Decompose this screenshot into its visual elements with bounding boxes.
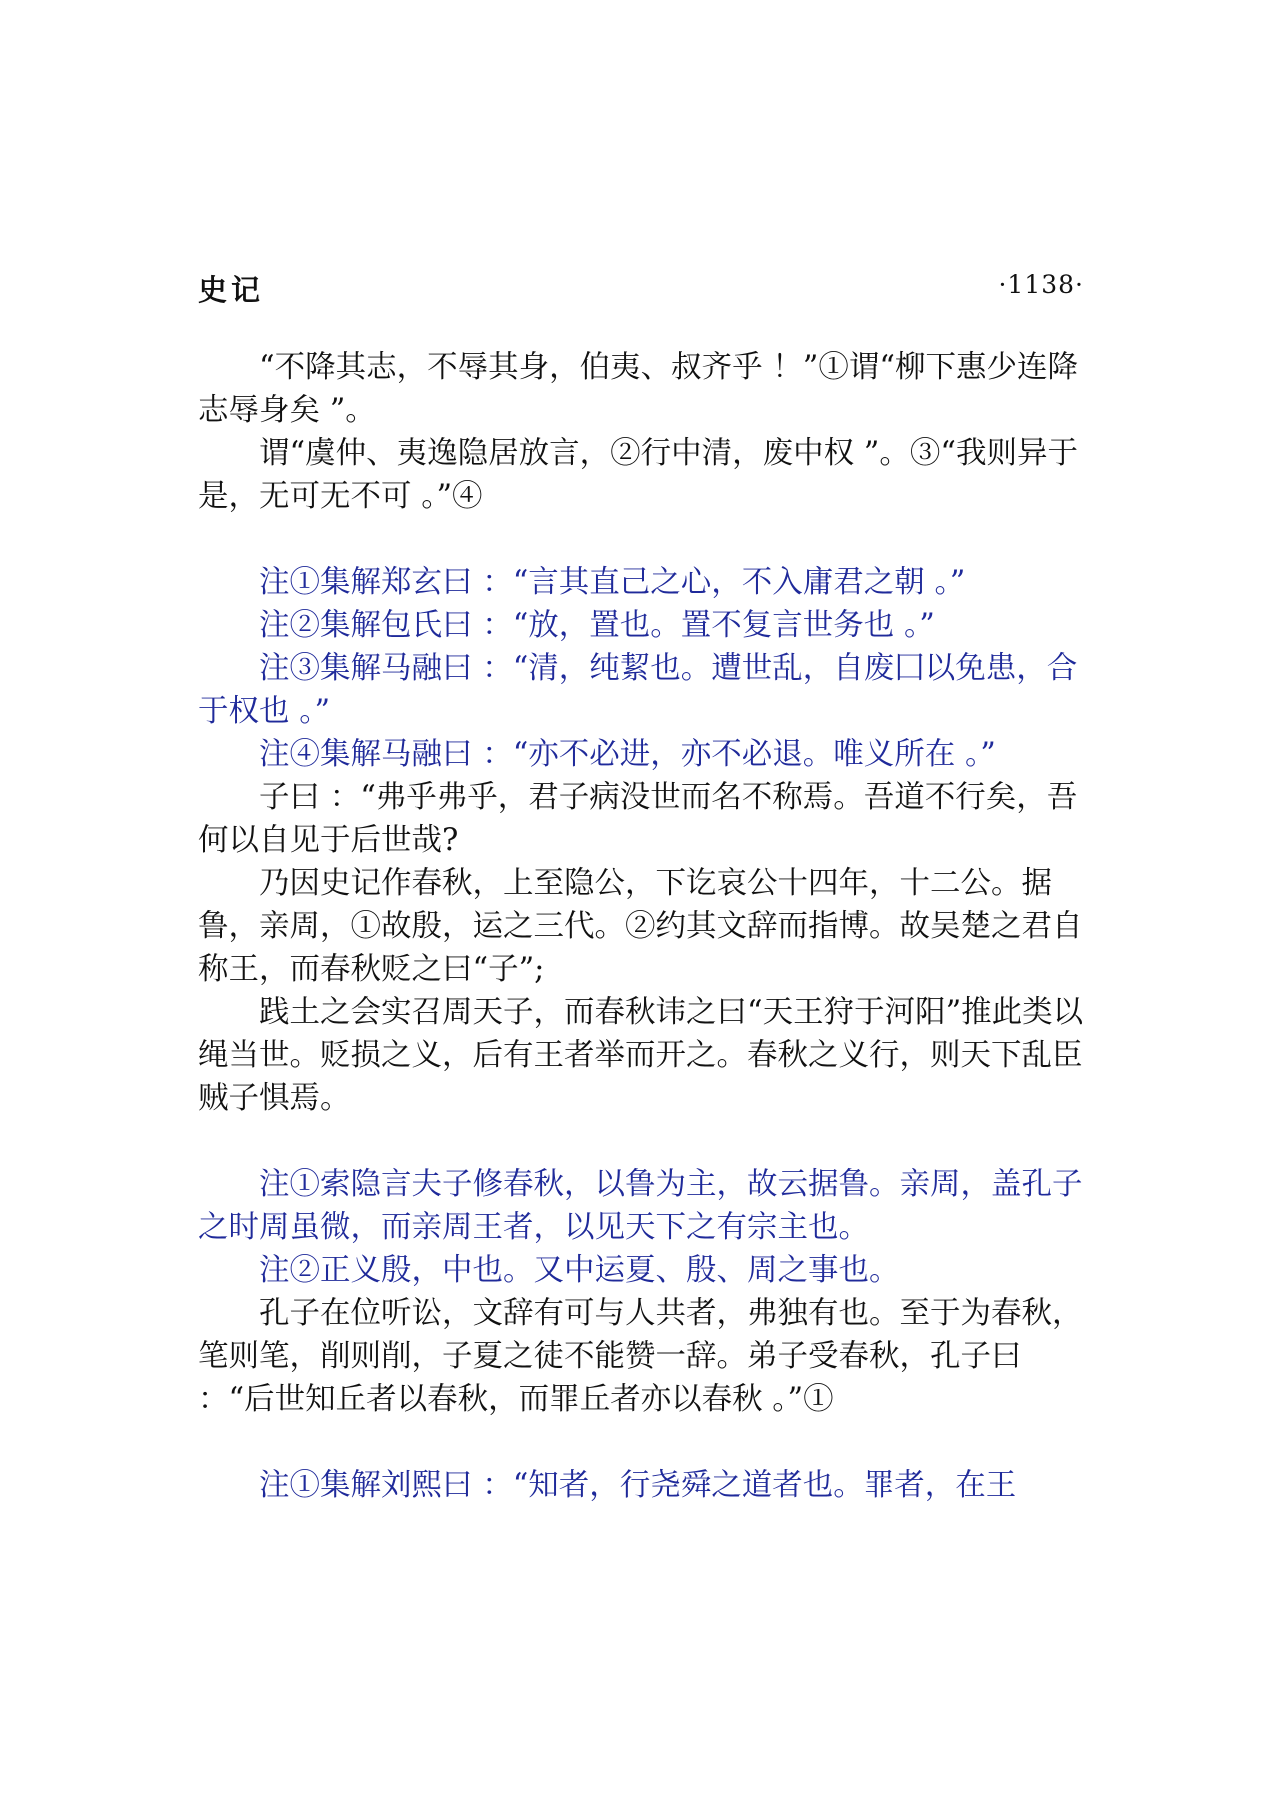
body-paragraph: 谓“虞仲、夷逸隐居放言，②行中清，废中权 ”。③“我则异于是，无可无不可 。”④ <box>198 436 1078 514</box>
page-number: ·1138· <box>998 270 1084 299</box>
annotation-note: 注③集解马融曰 ：“清，纯絜也。遭世乱，自废囗以免患，合于权也 。” <box>198 651 1078 729</box>
annotation-note: 注①集解郑玄曰 ：“言其直己之心，不入庸君之朝 。” <box>259 565 966 600</box>
book-title: 史记 <box>198 273 265 307</box>
page-body <box>198 346 1084 1507</box>
body-paragraph: 乃因史记作春秋，上至隐公，下讫哀公十四年，十二公。据鲁，亲周，①故殷，运之三代。②约其文辞而指博。故吴楚之君自称王，而春秋贬之曰“子”; <box>198 866 1083 987</box>
paragraph-gap <box>198 1120 1084 1163</box>
body-paragraph: 孔子在位听讼，文辞有可与人共者，弗独有也。至于为春秋，笔则笔，削则削，子夏之徒不能赞一辞。弟子受春秋，孔子曰 ：“后世知丘者以春秋，而罪丘者亦以春秋 。”① <box>198 1296 1083 1417</box>
annotation-note: 注④集解马融曰 ：“亦不必进，亦不必退。唯义所在 。” <box>259 737 996 772</box>
body-paragraph: 子曰 ：“弗乎弗乎，君子病没世而名不称焉。吾道不行矣，吾何以自见于后世哉? <box>198 780 1078 858</box>
annotation-note: 注①集解刘熙曰 ：“知者，行尧舜之道者也。罪者，在王 <box>259 1468 1017 1503</box>
paragraph-gap <box>198 1421 1084 1464</box>
body-paragraph: 践土之会实召周天子，而春秋讳之曰“天王狩于河阳”推此类以绳当世。贬损之义，后有王者举而开之。春秋之义行，则天下乱臣贼子惧焉。 <box>198 995 1084 1116</box>
page-header <box>198 268 1084 308</box>
body-paragraph: “不降其志，不辱其身，伯夷、叔齐乎 ！”①谓“柳下惠少连降志辱身矣 ”。 <box>198 350 1078 428</box>
paragraph-gap <box>198 518 1084 561</box>
annotation-note: 注②正义殷，中也。又中运夏、殷、周之事也。 <box>259 1253 900 1288</box>
annotation-note: 注①索隐言夫子修春秋，以鲁为主，故云据鲁。亲周，盖孔子之时周虽微，而亲周王者，以见天下之有宗主也。 <box>198 1167 1083 1245</box>
annotation-note: 注②集解包氏曰 ：“放，置也。置不复言世务也 。” <box>259 608 935 643</box>
